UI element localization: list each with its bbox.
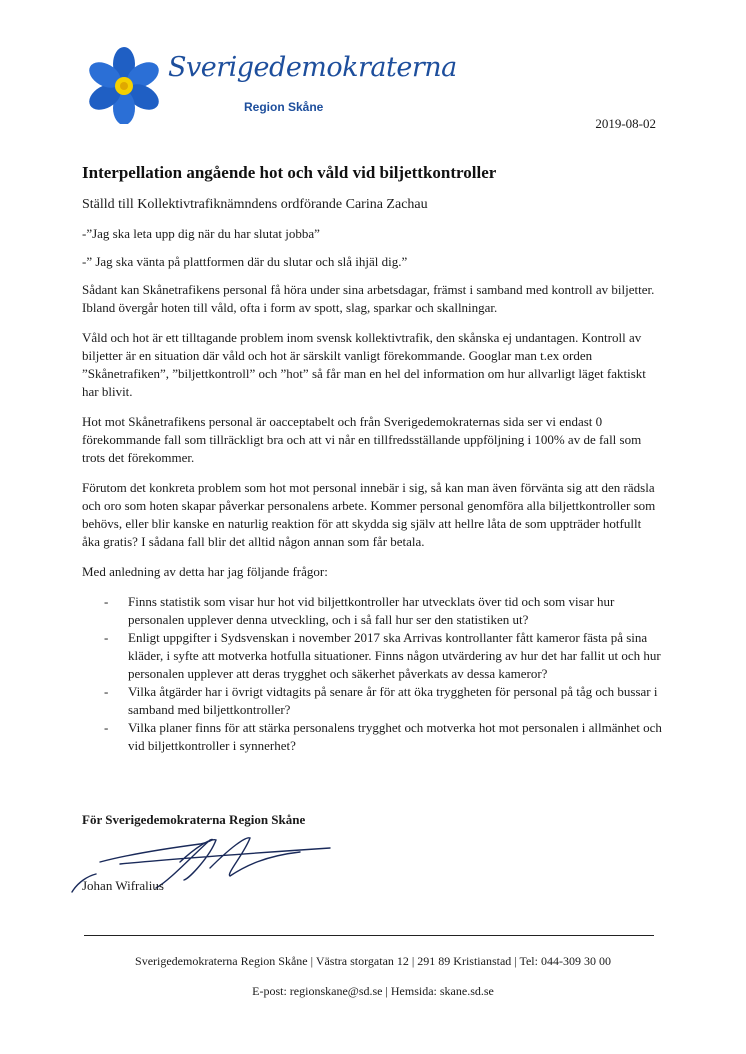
party-logo bbox=[88, 44, 457, 124]
question-item: - Vilka åtgärder har i övrigt vidtagits på senare år för att öka tryggheten för personal på tåg och bussar i samband med biljettkontroller? bbox=[82, 683, 662, 719]
logo-org-name: Sverigedemokraterna bbox=[168, 52, 457, 83]
paragraph-2: Våld och hot är ett tilltagande problem inom svensk kollektivtrafik, den skånska ej undantagen. Kontroll av biljetter är en situation där våld och hot är särskilt vanligt förekommande. Googlar man t.ex orden ”Skånetrafiken”, ”biljettkontroll” och ”hot” så får man en hel del information om hur allvarligt läget faktiskt har blivit. bbox=[82, 330, 646, 399]
questions-intro: Med anledning av detta har jag följande frågor: bbox=[82, 564, 328, 579]
footer-address: Sverigedemokraterna Region Skåne | Västra storgatan 12 | 291 89 Kristianstad | Tel: 044-309 30 00 bbox=[135, 954, 611, 968]
question-item: - Vilka planer finns för att stärka personalens trygghet och motverka hot mot personalen i allmänhet och vid biljettkontroller i synnerhet? bbox=[82, 719, 662, 755]
blue-anemone-flower-icon bbox=[88, 44, 174, 124]
questions-list bbox=[82, 593, 662, 755]
paragraph-4: Förutom det konkreta problem som hot mot personal innebär i sig, så kan man även förvänta sig att den rädsla och oro som hoten skapar påverkar personalens arbete. Kommer personal genomföra alla biljettkontroller som behövs, eller blir kanske en naturlig reaktion för att skydda sig själv att hellre låta de som uppträder hotfullt åka gratis? I sådana fall blir det alltid någon annan som får betala. bbox=[82, 480, 656, 549]
question-item: - Finns statistik som visar hur hot vid biljettkontroller har utvecklats över tid och som visar hur personalen upplever denna utveckling, och i så fall hur ser den statistiken ut? bbox=[82, 593, 662, 629]
question-item: - Enligt uppgifter i Sydsvenskan i november 2017 ska Arrivas kontrollanter fått kameror fästa på sina kläder, i syfte att motverka hotfulla situationer. Finns någon utvärdering av hur det har fallit ut och hur personalen upplever att deras trygghet och säkerhet påverkats av dessa kameror? bbox=[82, 629, 662, 683]
document-body bbox=[82, 163, 662, 755]
signature-name: Johan Wifralius bbox=[82, 878, 164, 893]
addressee-line: Ställd till Kollektivtrafiknämndens ordförande Carina Zachau bbox=[82, 197, 428, 212]
signature-org-line: För Sverigedemokraterna Region Skåne bbox=[82, 812, 306, 827]
document-date: 2019-08-02 bbox=[595, 116, 656, 131]
logo-region: Region Skåne bbox=[244, 100, 324, 114]
document-title: Interpellation angående hot och våld vid biljettkontroller bbox=[82, 163, 497, 182]
quote-2: -” Jag ska vänta på plattformen där du slutar och slå ihjäl dig.” bbox=[82, 254, 408, 269]
paragraph-1: Sådant kan Skånetrafikens personal få höra under sina arbetsdagar, främst i samband med kontroll av biljetter. Ibland övergår hoten till våld, ofta i form av spott, slag, sparkar och skallningar. bbox=[82, 282, 655, 315]
quote-1: -”Jag ska leta upp dig när du har slutat jobba” bbox=[82, 226, 320, 241]
paragraph-3: Hot mot Skånetrafikens personal är oacceptabelt och från Sverigedemokraternas sida ser vi endast 0 förekommande fall som tillräckligt bra och att vi når en tillfredsställande uppföljning i 100% av de fall som trots det förekommer. bbox=[82, 414, 642, 465]
footer-contact: E-post: regionskane@sd.se | Hemsida: skane.sd.se bbox=[252, 984, 494, 998]
footer-divider bbox=[84, 935, 654, 936]
